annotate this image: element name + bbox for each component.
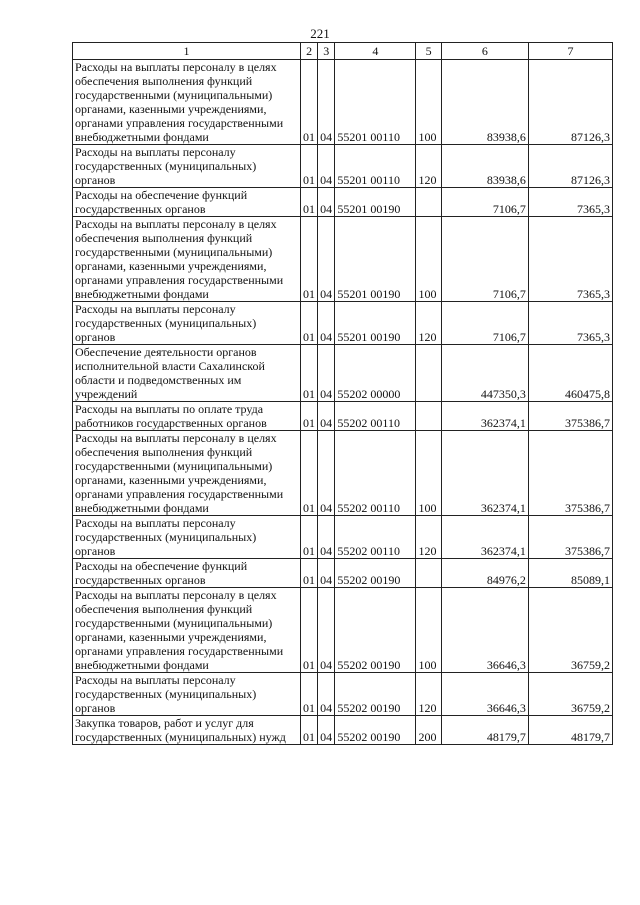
amount-year-1: 84976,2 xyxy=(441,559,528,588)
subsection-code: 04 xyxy=(318,673,335,716)
expense-type xyxy=(416,188,441,217)
expense-type: 120 xyxy=(416,516,441,559)
amount-year-1: 36646,3 xyxy=(441,673,528,716)
section-code: 01 xyxy=(300,673,317,716)
table-row xyxy=(73,302,613,345)
budget-table xyxy=(72,42,613,745)
header-col-6: 6 xyxy=(441,43,528,60)
subsection-code: 04 xyxy=(318,60,335,145)
target-article: 55201 00190 xyxy=(335,217,416,302)
subsection-code: 04 xyxy=(318,588,335,673)
section-code: 01 xyxy=(300,431,317,516)
target-article: 55202 00110 xyxy=(335,402,416,431)
subsection-code: 04 xyxy=(318,302,335,345)
target-article: 55201 00110 xyxy=(335,145,416,188)
amount-year-1: 48179,7 xyxy=(441,716,528,745)
amount-year-1: 362374,1 xyxy=(441,402,528,431)
amount-year-2: 375386,7 xyxy=(528,516,612,559)
amount-year-1: 362374,1 xyxy=(441,516,528,559)
target-article: 55201 00190 xyxy=(335,188,416,217)
page-number: 221 xyxy=(310,26,330,41)
subsection-code: 04 xyxy=(318,217,335,302)
item-name: Расходы на выплаты персоналу государственных (муниципальных) органов xyxy=(73,673,301,716)
table-row xyxy=(73,145,613,188)
amount-year-2: 36759,2 xyxy=(528,673,612,716)
table-row xyxy=(73,188,613,217)
target-article: 55201 00110 xyxy=(335,60,416,145)
table-row xyxy=(73,402,613,431)
header-col-3: 3 xyxy=(318,43,335,60)
section-code: 01 xyxy=(300,588,317,673)
item-name: Закупка товаров, работ и услуг для государственных (муниципальных) нужд xyxy=(73,716,301,745)
table-row xyxy=(73,588,613,673)
table-row xyxy=(73,431,613,516)
subsection-code: 04 xyxy=(318,188,335,217)
item-name: Расходы на выплаты персоналу государственных (муниципальных) органов xyxy=(73,145,301,188)
header-col-5: 5 xyxy=(416,43,441,60)
amount-year-1: 7106,7 xyxy=(441,188,528,217)
expense-type: 100 xyxy=(416,217,441,302)
amount-year-2: 48179,7 xyxy=(528,716,612,745)
section-code: 01 xyxy=(300,145,317,188)
item-name: Расходы на выплаты персоналу в целях обеспечения выполнения функций государственными (муниципальными) органами, казенными учреждениями, органами управления государственными внебюджетными фондами xyxy=(73,431,301,516)
amount-year-2: 87126,3 xyxy=(528,60,612,145)
expense-type: 100 xyxy=(416,60,441,145)
header-col-7: 7 xyxy=(528,43,612,60)
expense-type xyxy=(416,345,441,402)
item-name: Расходы на выплаты персоналу государственных (муниципальных) органов xyxy=(73,302,301,345)
target-article: 55202 00190 xyxy=(335,673,416,716)
section-code: 01 xyxy=(300,716,317,745)
expense-type: 100 xyxy=(416,588,441,673)
item-name: Обеспечение деятельности органов исполнительной власти Сахалинской области и подведомственных им учреждений xyxy=(73,345,301,402)
amount-year-2: 7365,3 xyxy=(528,217,612,302)
expense-type: 100 xyxy=(416,431,441,516)
header-col-2: 2 xyxy=(300,43,317,60)
target-article: 55202 00110 xyxy=(335,516,416,559)
amount-year-2: 460475,8 xyxy=(528,345,612,402)
item-name: Расходы на обеспечение функций государственных органов xyxy=(73,188,301,217)
item-name: Расходы на выплаты по оплате труда работников государственных органов xyxy=(73,402,301,431)
expense-type: 200 xyxy=(416,716,441,745)
amount-year-2: 7365,3 xyxy=(528,302,612,345)
table-body xyxy=(73,60,613,745)
subsection-code: 04 xyxy=(318,559,335,588)
section-code: 01 xyxy=(300,60,317,145)
target-article: 55202 00190 xyxy=(335,588,416,673)
table-row xyxy=(73,673,613,716)
target-article: 55202 00190 xyxy=(335,559,416,588)
subsection-code: 04 xyxy=(318,516,335,559)
amount-year-1: 7106,7 xyxy=(441,302,528,345)
table-row xyxy=(73,60,613,145)
table-row xyxy=(73,559,613,588)
subsection-code: 04 xyxy=(318,431,335,516)
amount-year-2: 85089,1 xyxy=(528,559,612,588)
amount-year-1: 447350,3 xyxy=(441,345,528,402)
amount-year-2: 36759,2 xyxy=(528,588,612,673)
header-col-4: 4 xyxy=(335,43,416,60)
expense-type xyxy=(416,559,441,588)
amount-year-1: 7106,7 xyxy=(441,217,528,302)
amount-year-1: 362374,1 xyxy=(441,431,528,516)
amount-year-2: 375386,7 xyxy=(528,431,612,516)
target-article: 55202 00000 xyxy=(335,345,416,402)
section-code: 01 xyxy=(300,302,317,345)
table-row xyxy=(73,345,613,402)
item-name: Расходы на выплаты персоналу в целях обеспечения выполнения функций государственными (муниципальными) органами, казенными учреждениями, органами управления государственными внебюджетными фондами xyxy=(73,60,301,145)
expense-type: 120 xyxy=(416,673,441,716)
subsection-code: 04 xyxy=(318,402,335,431)
header-row xyxy=(73,43,613,60)
amount-year-2: 375386,7 xyxy=(528,402,612,431)
amount-year-2: 87126,3 xyxy=(528,145,612,188)
table-row xyxy=(73,217,613,302)
amount-year-1: 83938,6 xyxy=(441,60,528,145)
expense-type: 120 xyxy=(416,302,441,345)
item-name: Расходы на обеспечение функций государственных органов xyxy=(73,559,301,588)
subsection-code: 04 xyxy=(318,145,335,188)
target-article: 55202 00110 xyxy=(335,431,416,516)
header-col-1: 1 xyxy=(73,43,301,60)
expense-type: 120 xyxy=(416,145,441,188)
section-code: 01 xyxy=(300,217,317,302)
amount-year-1: 83938,6 xyxy=(441,145,528,188)
section-code: 01 xyxy=(300,402,317,431)
subsection-code: 04 xyxy=(318,716,335,745)
target-article: 55201 00190 xyxy=(335,302,416,345)
amount-year-2: 7365,3 xyxy=(528,188,612,217)
section-code: 01 xyxy=(300,345,317,402)
subsection-code: 04 xyxy=(318,345,335,402)
item-name: Расходы на выплаты персоналу государственных (муниципальных) органов xyxy=(73,516,301,559)
expense-type xyxy=(416,402,441,431)
table-row xyxy=(73,716,613,745)
target-article: 55202 00190 xyxy=(335,716,416,745)
table-row xyxy=(73,516,613,559)
item-name: Расходы на выплаты персоналу в целях обеспечения выполнения функций государственными (муниципальными) органами, казенными учреждениями, органами управления государственными внебюджетными фондами xyxy=(73,217,301,302)
section-code: 01 xyxy=(300,516,317,559)
amount-year-1: 36646,3 xyxy=(441,588,528,673)
table-header xyxy=(73,43,613,60)
section-code: 01 xyxy=(300,559,317,588)
item-name: Расходы на выплаты персоналу в целях обеспечения выполнения функций государственными (муниципальными) органами, казенными учреждениями, органами управления государственными внебюджетными фондами xyxy=(73,588,301,673)
section-code: 01 xyxy=(300,188,317,217)
